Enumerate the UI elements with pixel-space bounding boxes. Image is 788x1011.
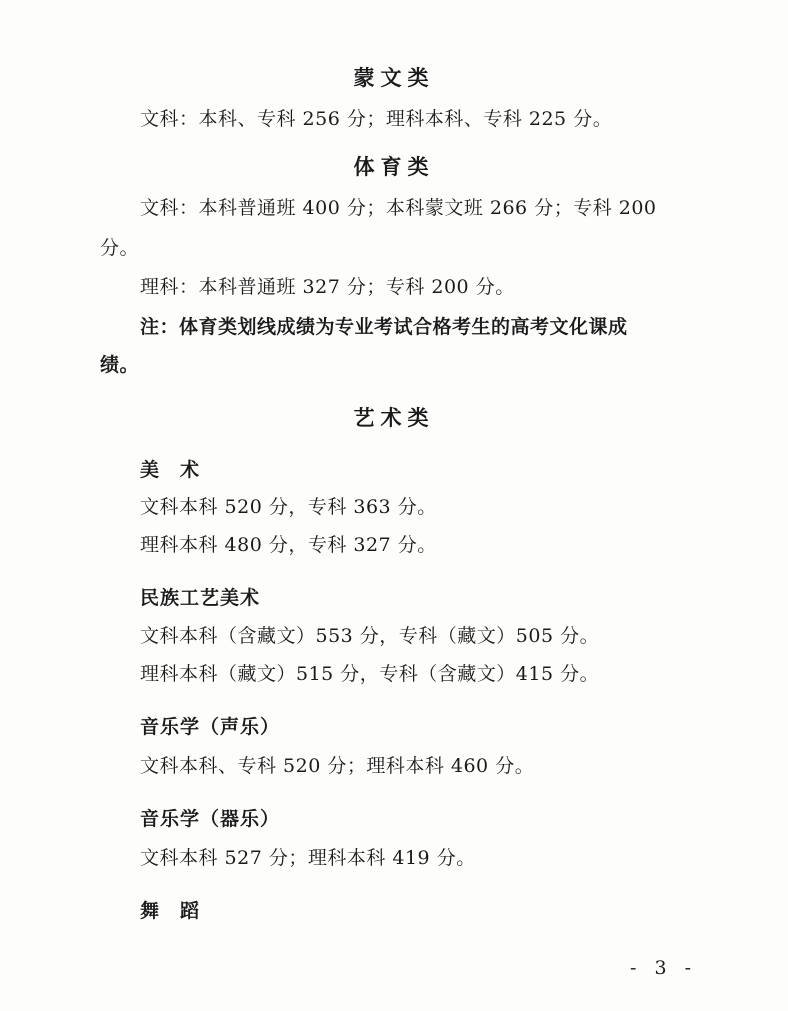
note-label: 注： xyxy=(140,316,180,338)
tiyu-note xyxy=(140,312,628,339)
section-title-tiyu: 体育类 xyxy=(353,155,435,179)
section-title-mengwen: 蒙文类 xyxy=(353,66,435,90)
section-title-yishu: 艺术类 xyxy=(353,406,435,430)
subtitle-minzu-gongyi-meishu: 民族工艺美术 xyxy=(140,587,261,609)
note-text: 体育类划线成绩为专业考试合格考生的高考文化课成 xyxy=(179,316,628,338)
tiyu-wenke-line-continued: 分。 xyxy=(100,237,140,259)
subtitle-wudao: 舞 蹈 xyxy=(140,900,201,922)
tiyu-wenke-line: 文科：本科普通班 400 分；本科蒙文班 266 分；专科 200 xyxy=(140,197,657,219)
qiyue-score-line: 文科本科 527 分；理科本科 419 分。 xyxy=(140,847,476,869)
meishu-like-line: 理科本科 480 分，专科 327 分。 xyxy=(140,534,437,556)
page-number: - 3 - xyxy=(630,957,698,979)
shengyue-score-line: 文科本科、专科 520 分；理科本科 460 分。 xyxy=(140,755,535,777)
meishu-wenke-line: 文科本科 520 分，专科 363 分。 xyxy=(140,496,437,518)
minzu-wenke-line: 文科本科（含藏文）553 分，专科（藏文）505 分。 xyxy=(140,625,600,647)
minzu-like-line: 理科本科（藏文）515 分，专科（含藏文）415 分。 xyxy=(140,663,600,685)
subtitle-qiyue: 音乐学（器乐） xyxy=(140,808,281,830)
subtitle-meishu: 美 术 xyxy=(140,459,201,481)
tiyu-note-continued: 绩。 xyxy=(100,354,140,376)
subtitle-shengyue: 音乐学（声乐） xyxy=(140,716,281,738)
mengwen-score-line: 文科：本科、专科 256 分；理科本科、专科 225 分。 xyxy=(140,108,613,130)
tiyu-like-line: 理科：本科普通班 327 分；专科 200 分。 xyxy=(140,276,515,298)
